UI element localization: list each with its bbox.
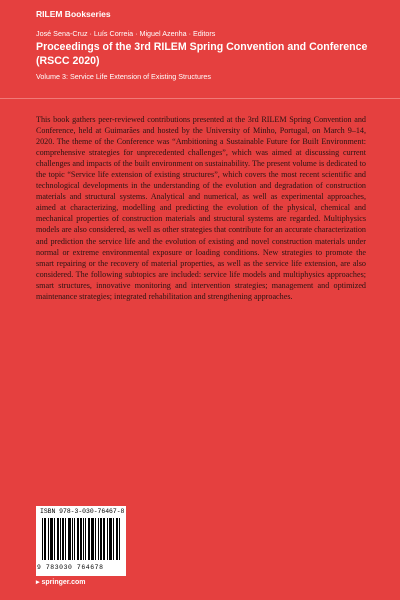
- barcode-bar: [92, 518, 93, 560]
- barcode-image: [42, 518, 120, 560]
- editors-suffix: Editors: [193, 29, 216, 38]
- book-description: This book gathers peer-reviewed contributions presented at the 3rd RILEM Spring Convention and Conference, held at Guimarães and hosted by the University of Minho, Portugal, on March 9–14, 2020. The theme of the Conference was “Ambitioning a Sustainable Future for Built Environment: comprehensive strategies for unprecedented challenges”, which was aimed at discussing current challenges and impacts of the built environment on sustainability. The present volume is dedicated to the topic “Service life extension of existing structures”, which covers the most recent scientific and technological developments in the understanding of the evolution and degradation of construction materials and structural systems. Analytical and numerical, as well as experimental approaches, aimed at characterizing, modelling and predicting the evolution of the physical, chemical and mechanical properties of construction materials and structural systems are regarded. Multiphysics models are also considered, as well as other strategies that contribute for an accurate characterization and prediction the service life and the evolution of existing and novel construction materials under normal or extreme environmental exposure or loading conditions. New strategies to promote the smart repairing or the recovery of material properties, as well as the service life extension, are also considered. The following subtopics are included: service life models and multiphysics approaches; smart structures, innovative monitoring and intervention strategies; management and optimized maintenance strategies; integrated rehabilitation and strengthening approaches.: [36, 115, 366, 301]
- barcode-bar: [95, 518, 96, 560]
- barcode-bar: [88, 518, 89, 560]
- barcode-bar: [50, 518, 51, 560]
- barcode-bar: [52, 518, 53, 560]
- barcode-bar: [116, 518, 117, 560]
- arrow-right-icon: ▸: [36, 579, 40, 586]
- barcode-bar: [63, 518, 64, 560]
- ean-number: 9 783030 764678: [37, 564, 104, 571]
- isbn-number: ISBN 978-3-030-76467-8: [40, 508, 125, 515]
- barcode-bar: [62, 518, 63, 560]
- editors-line: [36, 29, 215, 38]
- barcode-bar: [54, 518, 55, 560]
- barcode-bar: [80, 518, 81, 560]
- barcode-bar: [85, 518, 86, 560]
- barcode-bar: [81, 518, 82, 560]
- barcode-bar: [119, 518, 120, 560]
- barcode-bar: [68, 518, 69, 560]
- book-title: [36, 41, 376, 68]
- barcode-bar: [111, 518, 112, 560]
- barcode-bar: [72, 518, 73, 560]
- barcode-bar: [69, 518, 70, 560]
- volume-subtitle: Volume 3: Service Life Extension of Existing Structures: [36, 72, 211, 81]
- barcode-bar: [48, 518, 49, 560]
- barcode-bar: [104, 518, 105, 560]
- barcode-bar: [100, 518, 101, 560]
- barcode-bar: [45, 518, 46, 560]
- barcode-bar: [117, 518, 118, 560]
- barcode-bar: [58, 518, 59, 560]
- barcode-bar: [78, 518, 79, 560]
- barcode-bar: [51, 518, 52, 560]
- title-line-1: Proceedings of the 3rd RILEM Spring Convention and Conference: [36, 41, 368, 53]
- barcode-bar: [83, 518, 84, 560]
- barcode-bar: [98, 518, 99, 560]
- title-line-2: (RSCC 2020): [36, 54, 100, 67]
- editors-separator: ·: [188, 29, 193, 38]
- divider: [0, 98, 400, 99]
- barcode-bar: [113, 518, 114, 560]
- barcode-bar: [110, 518, 111, 560]
- series-name: RILEM Bookseries: [36, 9, 111, 19]
- barcode-bar: [89, 518, 90, 560]
- publisher-link[interactable]: [36, 579, 85, 586]
- barcode-bar: [101, 518, 102, 560]
- barcode-bar: [93, 518, 94, 560]
- barcode-bar: [107, 518, 108, 560]
- barcode-bar: [44, 518, 45, 560]
- barcode-bar: [91, 518, 92, 560]
- isbn-barcode-block: [36, 506, 126, 576]
- barcode-bar: [103, 518, 104, 560]
- barcode-bar: [60, 518, 61, 560]
- barcode-bar: [109, 518, 110, 560]
- publisher-url: springer.com: [41, 579, 86, 586]
- barcode-bar: [70, 518, 71, 560]
- barcode-bar: [74, 518, 75, 560]
- barcode-bar: [77, 518, 78, 560]
- barcode-bar: [42, 518, 43, 560]
- barcode-bar: [65, 518, 66, 560]
- barcode-bar: [57, 518, 58, 560]
- editor-names: José Sena-Cruz · Luís Correia · Miguel Azenha: [36, 29, 187, 38]
